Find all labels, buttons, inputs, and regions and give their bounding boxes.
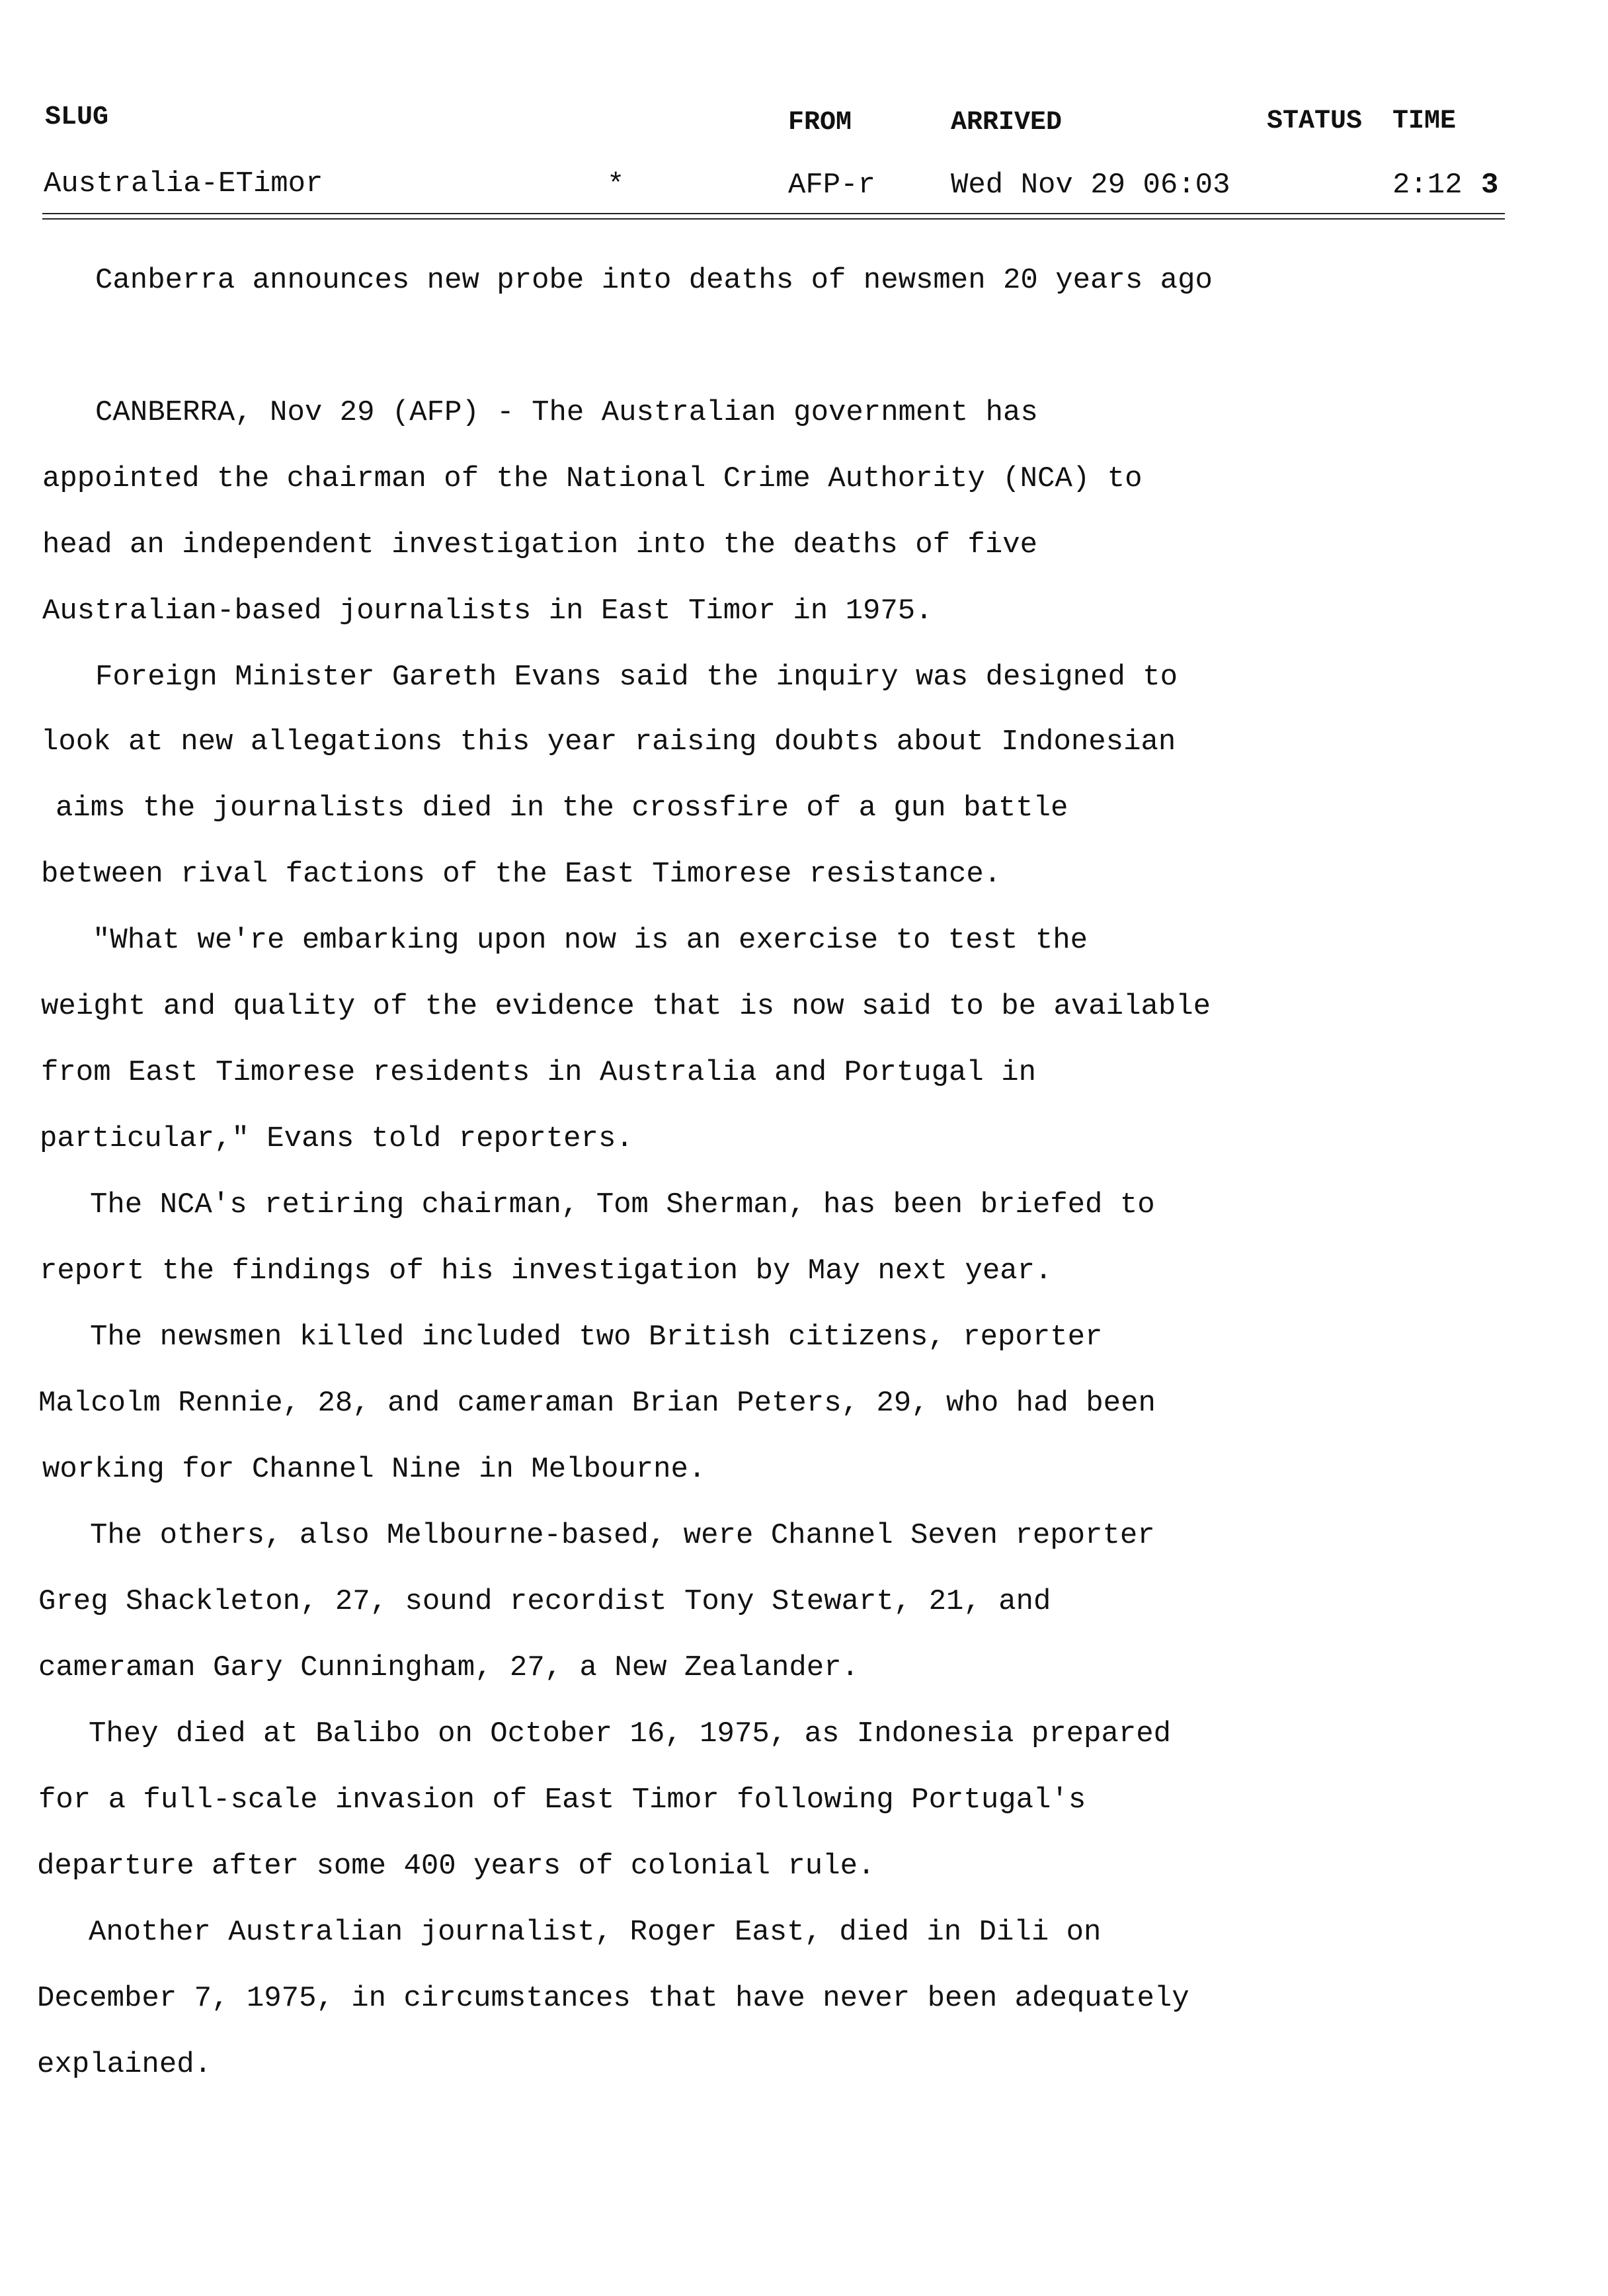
body-line: weight and quality of the evidence that is now said to be available <box>41 990 1211 1023</box>
header-rule-top <box>42 213 1505 214</box>
body-line: departure after some 400 years of colonial rule. <box>37 1850 875 1883</box>
body-line: "What we're embarking upon now is an exercise to test the <box>93 924 1088 957</box>
body-line: for a full-scale invasion of East Timor following Portugal's <box>38 1784 1086 1817</box>
body-line: working for Channel Nine in Melbourne. <box>42 1453 706 1486</box>
time-label: TIME <box>1392 106 1457 136</box>
body-line: Malcolm Rennie, 28, and cameraman Brian Peters, 29, who had been <box>38 1387 1156 1420</box>
body-line: Australian-based journalists in East Timor in 1975. <box>42 594 933 628</box>
status-label: STATUS <box>1267 106 1363 136</box>
story-headline: Canberra announces new probe into deaths of newsmen 20 years ago <box>95 264 1213 297</box>
body-line: Greg Shackleton, 27, sound recordist Tony Stewart, 21, and <box>38 1585 1051 1618</box>
body-line: Foreign Minister Gareth Evans said the inquiry was designed to <box>95 661 1178 694</box>
page-number: 3 <box>1481 169 1499 202</box>
body-line: particular," Evans told reporters. <box>40 1122 633 1155</box>
body-line: Another Australian journalist, Roger East, died in Dili on <box>89 1916 1102 1949</box>
body-line: The newsmen killed included two British citizens, reporter <box>90 1321 1103 1354</box>
from-value: AFP-r <box>788 169 876 202</box>
body-line: aims the journalists died in the crossfire of a gun battle <box>56 792 1068 825</box>
body-line: look at new allegations this year raising doubts about Indonesian <box>41 725 1176 758</box>
slug-label: SLUG <box>45 102 109 132</box>
slug-value: Australia-ETimor <box>44 167 323 200</box>
arrived-value: Wed Nov 29 06:03 <box>951 169 1230 202</box>
from-label: FROM <box>788 108 852 138</box>
body-line: from East Timorese residents in Australia and Portugal in <box>41 1056 1037 1089</box>
body-line: They died at Balibo on October 16, 1975, as Indonesia prepared <box>89 1717 1172 1750</box>
body-line: head an independent investigation into the deaths of five <box>42 528 1038 561</box>
body-line: appointed the chairman of the National Crime Authority (NCA) to <box>42 462 1143 495</box>
body-line: CANBERRA, Nov 29 (AFP) - The Australian government has <box>95 396 1038 429</box>
body-line: December 7, 1975, in circumstances that have never been adequately <box>37 1982 1189 2015</box>
status-mark: * <box>607 169 625 202</box>
body-line: explained. <box>37 2048 212 2081</box>
body-line: between rival factions of the East Timorese resistance. <box>41 858 1002 891</box>
body-line: The others, also Melbourne-based, were Channel Seven reporter <box>90 1519 1155 1552</box>
body-line: report the findings of his investigation by May next year. <box>40 1254 1053 1288</box>
time-value: 2:12 <box>1392 169 1463 202</box>
arrived-label: ARRIVED <box>951 108 1063 138</box>
body-line: The NCA's retiring chairman, Tom Sherman, has been briefed to <box>90 1188 1155 1221</box>
body-line: cameraman Gary Cunningham, 27, a New Zealander. <box>38 1651 860 1684</box>
header-rule-bottom <box>42 218 1505 220</box>
